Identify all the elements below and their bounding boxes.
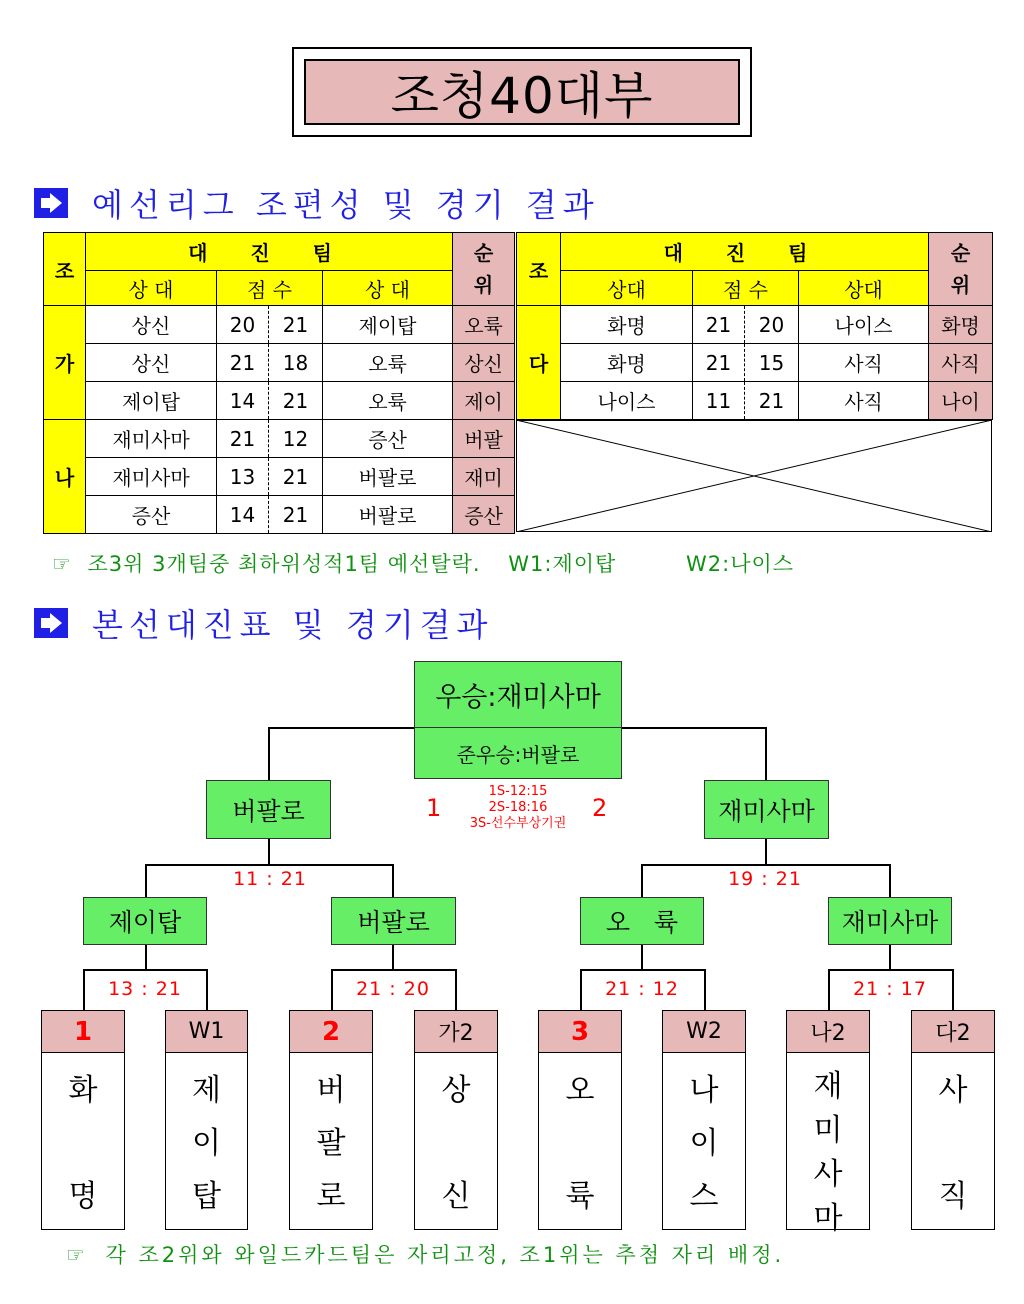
- qf-team: 재미사마: [828, 897, 952, 945]
- team-a: 재미사마: [86, 420, 217, 458]
- score-a: 21: [693, 306, 745, 344]
- pointing-hand-icon: ☞: [52, 552, 72, 576]
- rank-cell: 화명: [929, 306, 993, 344]
- table-row: [517, 344, 993, 382]
- pointing-hand-icon: ☞: [66, 1243, 88, 1267]
- rank-cell: 버팔: [453, 420, 515, 458]
- table-row: [517, 382, 993, 420]
- header-jo: 조: [517, 233, 561, 306]
- group-label: 나: [44, 420, 86, 534]
- section-heading-text: 본선대진표 및 경기결과: [92, 606, 494, 644]
- score-a: 21: [693, 344, 745, 382]
- team-b: 버팔로: [323, 458, 453, 496]
- wildcard-2: W2:나이스: [686, 552, 795, 576]
- champion-box: 우승:재미사마: [414, 661, 622, 728]
- section-heading-text: 예선리그 조편성 및 경기 결과: [92, 186, 600, 224]
- team-a: 증산: [86, 496, 217, 534]
- team-a: 상신: [86, 306, 217, 344]
- team-a: 상신: [86, 344, 217, 382]
- qf-team: 오 륙: [580, 897, 704, 945]
- section-heading-bracket: [34, 600, 493, 646]
- semi-right-score: 19 : 21: [728, 868, 802, 890]
- score-b: 21: [269, 496, 323, 534]
- team-b: 증산: [323, 420, 453, 458]
- league-table-left: [43, 232, 515, 534]
- seed-label: 나2: [786, 1010, 870, 1053]
- empty-crossed-cell: [516, 420, 992, 532]
- runner-up-box: 준우승:버팔로: [414, 727, 622, 779]
- score-b: 21: [269, 382, 323, 420]
- league-table-right: [516, 232, 993, 420]
- table-row: [44, 458, 515, 496]
- team-b: 제이탑: [323, 306, 453, 344]
- rank-cell: 제이: [453, 382, 515, 420]
- score-b: 15: [745, 344, 799, 382]
- score-a: 14: [217, 382, 269, 420]
- team-b: 오륙: [323, 382, 453, 420]
- header-opp: 상대: [561, 271, 693, 306]
- seed-label: 2: [289, 1010, 373, 1053]
- page-title-frame: [292, 47, 752, 137]
- team-a: 나이스: [561, 382, 693, 420]
- team-a: 재미사마: [86, 458, 217, 496]
- arrow-right-icon: [34, 188, 68, 218]
- final-right-team: 재미사마: [704, 780, 829, 839]
- score-a: 11: [693, 382, 745, 420]
- team-b: 오륙: [323, 344, 453, 382]
- header-score: 점 수: [693, 271, 799, 306]
- rank-cell: 재미: [453, 458, 515, 496]
- header-rank: 순 위: [453, 233, 515, 306]
- score-a: 21: [217, 344, 269, 382]
- team-name-box: 제 이 탑: [165, 1052, 248, 1230]
- qf-team: 제이탑: [83, 897, 207, 945]
- score-b: 21: [269, 458, 323, 496]
- final-set-scores: 1S-12:15 2S-18:16 3S-선수부상기권: [469, 784, 567, 831]
- score-b: 18: [269, 344, 323, 382]
- table-row: [44, 382, 515, 420]
- header-opp: 상대: [799, 271, 929, 306]
- team-name-box: 오 륙: [538, 1052, 622, 1230]
- team-b: 사직: [799, 344, 929, 382]
- table-row: [44, 344, 515, 382]
- r1-score: 21 : 20: [356, 978, 430, 1000]
- team-b: 사직: [799, 382, 929, 420]
- team-name-box: 나 이 스: [662, 1052, 746, 1230]
- arrow-right-icon: [34, 608, 68, 638]
- team-name-box: 버 팔 로: [289, 1052, 373, 1230]
- final-num-left: 1: [426, 794, 442, 822]
- score-b: 20: [745, 306, 799, 344]
- semi-left-score: 11 : 21: [233, 868, 307, 890]
- team-a: 화명: [561, 306, 693, 344]
- score-a: 20: [217, 306, 269, 344]
- team-a: 화명: [561, 344, 693, 382]
- final-left-team: 버팔로: [206, 780, 331, 839]
- team-name-box: 화 명: [41, 1052, 125, 1230]
- note-elimination: ☞ 조3위 3개팀중 최하위성적1팀 예선탈락. W1:제이탑 W2:나이스: [52, 552, 795, 576]
- team-name-box: 상 신: [414, 1052, 498, 1230]
- header-opp: 상 대: [86, 271, 217, 306]
- score-b: 21: [745, 382, 799, 420]
- header-team: 대 진 팀: [561, 233, 929, 271]
- rank-cell: 오륙: [453, 306, 515, 344]
- team-a: 제이탑: [86, 382, 217, 420]
- section-heading-league: [34, 180, 600, 226]
- rank-cell: 사직: [929, 344, 993, 382]
- team-b: 버팔로: [323, 496, 453, 534]
- r1-score: 21 : 12: [605, 978, 679, 1000]
- seed-label: 다2: [911, 1010, 995, 1053]
- page-title: 조청40대부: [304, 59, 740, 125]
- header-opp: 상 대: [323, 271, 453, 306]
- score-a: 14: [217, 496, 269, 534]
- group-label: 가: [44, 306, 86, 420]
- seed-label: W2: [662, 1010, 746, 1053]
- r1-score: 13 : 21: [108, 978, 182, 1000]
- header-score: 점 수: [217, 271, 323, 306]
- header-team: 대 진 팀: [86, 233, 453, 271]
- table-row: [44, 420, 515, 458]
- seed-label: W1: [165, 1010, 248, 1053]
- group-label: 다: [517, 306, 561, 420]
- seed-label: 가2: [414, 1010, 498, 1053]
- score-b: 21: [269, 306, 323, 344]
- table-row: [517, 306, 993, 344]
- score-b: 12: [269, 420, 323, 458]
- rank-cell: 나이: [929, 382, 993, 420]
- note-seeding: ☞ 각 조2위와 와일드카드팀은 자리고정, 조1위는 추첨 자리 배정.: [66, 1243, 785, 1267]
- wildcard-1: W1:제이탑: [508, 552, 617, 576]
- team-name-box: 사 직: [911, 1052, 995, 1230]
- team-name-box: 재 미 사 마: [786, 1052, 870, 1230]
- table-row: [44, 496, 515, 534]
- rank-cell: 증산: [453, 496, 515, 534]
- seed-label: 1: [41, 1010, 125, 1053]
- score-a: 13: [217, 458, 269, 496]
- qf-team: 버팔로: [331, 897, 456, 945]
- team-b: 나이스: [799, 306, 929, 344]
- score-a: 21: [217, 420, 269, 458]
- header-rank: 순 위: [929, 233, 993, 306]
- header-jo: 조: [44, 233, 86, 306]
- seed-label: 3: [538, 1010, 622, 1053]
- final-num-right: 2: [592, 794, 608, 822]
- table-row: [44, 306, 515, 344]
- r1-score: 21 : 17: [853, 978, 927, 1000]
- rank-cell: 상신: [453, 344, 515, 382]
